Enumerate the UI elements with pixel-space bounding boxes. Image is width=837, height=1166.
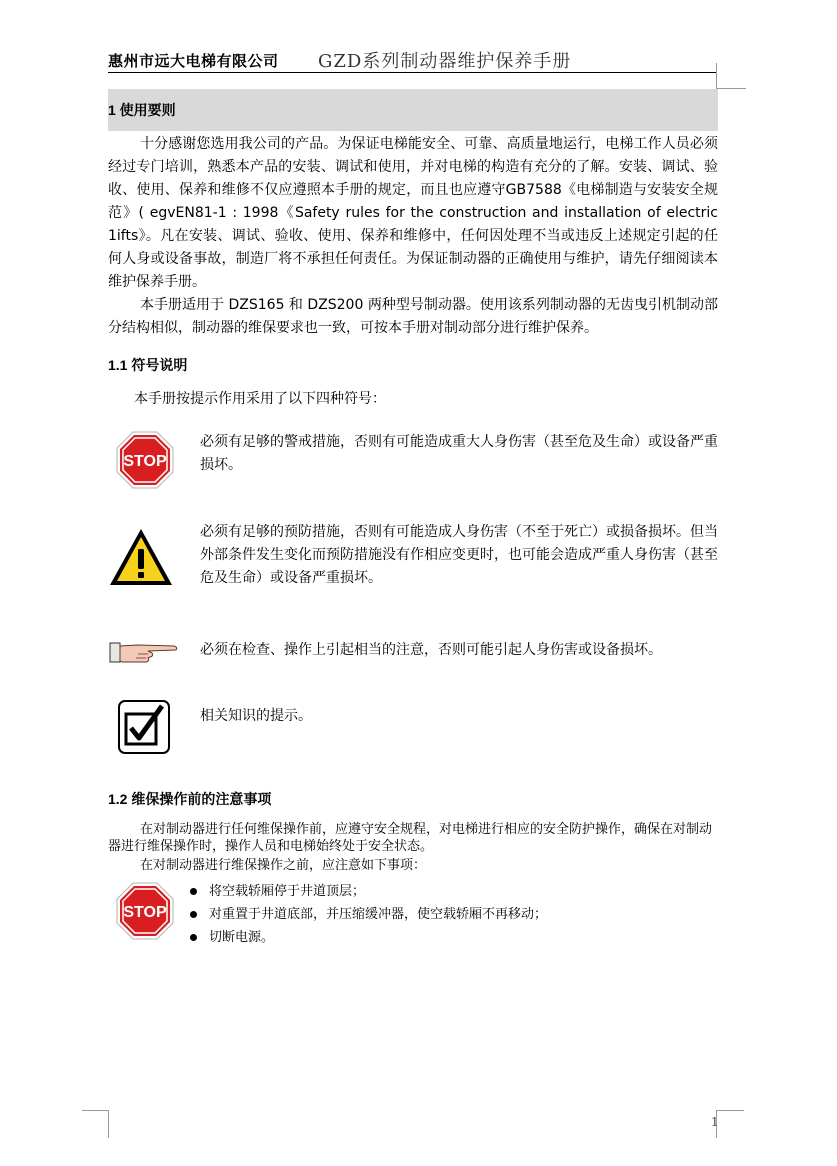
symbol-check-description: 相关知识的提示。 (200, 708, 312, 724)
list-item: 对重置于井道底部，并压缩缓冲器，使空载轿厢不再移动； (190, 903, 547, 926)
bullet-icon (190, 911, 197, 918)
crop-mark (716, 1110, 744, 1111)
crop-mark (82, 1110, 108, 1111)
bullet-icon (190, 934, 197, 941)
crop-mark (716, 63, 717, 89)
crop-mark (716, 88, 746, 89)
symbol-stop-description: 必须有足够的警戒措施，否则有可能造成重大人身伤害（甚至危及生命）或设备严重损坏。 (200, 434, 718, 473)
scope-paragraph: 本手册适用于 DZS165 和 DZS200 两种型号制动器。使用该系列制动器的无齿曳引机制动部分结构相似，制动器的维保要求也一致，可按本手册对制动部分进行维护保养。 (108, 297, 718, 336)
page-number: 1 (711, 1115, 719, 1129)
warning-triangle-icon (108, 527, 174, 591)
stop-sign-icon (116, 431, 174, 493)
list-item: 切断电源。 (190, 926, 547, 949)
intro-paragraph: 十分感谢您选用我公司的产品。为保证电梯能安全、可靠、高质量地运行，电梯工作人员必须经过专门培训，熟悉本产品的安装、调试和使用，并对电梯的构造有充分的了解。安装、调试、验收、使用、保养和维修不仅应遵照本手册的规定，而且也应遵守GB7588《电梯制造与安装安全规范》( egvEN81-1 : 1998《Safety rules for the construction and installation of electric 1ifts》。凡在安装、调试、验收、使用、保养和维修中，任何因处理不当或违反上述规定引起的任何人身或设备事故，制造厂将不承担任何责任。为保证制动器的正确使用与维护，请先仔细阅读本维护保养手册。 (108, 136, 718, 290)
symbols-intro: 本手册按提示作用采用了以下四种符号： (134, 391, 386, 407)
stop-sign-label: STOP (123, 453, 167, 470)
subsection-heading-precautions: 1.2 维保操作前的注意事项 (108, 791, 272, 807)
stop-sign-icon (116, 882, 174, 944)
section-heading-bar (108, 89, 718, 131)
symbol-warning-description: 必须有足够的预防措施，否则有可能造成人身伤害（不至于死亡）或损备损坏。但当外部条件发生变化而预防措施没有作相应变更时，也可能会造成严重人身伤害（甚至危及生命）或设备严重损坏。 (200, 524, 718, 586)
header-company: 惠州市远大电梯有限公司 (108, 52, 279, 70)
pointing-hand-icon (108, 640, 180, 670)
subsection-heading-symbols: 1.1 符号说明 (108, 357, 188, 373)
precautions-list (190, 880, 547, 949)
list-item: 将空载轿厢停于井道顶层； (190, 880, 547, 903)
precautions-paragraph: 在对制动器进行任何维保操作前，应遵守安全规程，对电梯进行相应的安全防护操作，确保在对制动器进行维保操作时，操作人员和电梯始终处于安全状态。 (108, 822, 713, 854)
checkbox-checked-icon (118, 700, 170, 758)
header-title: GZD系列制动器维护保养手册 (318, 51, 572, 72)
bullet-icon (190, 888, 197, 895)
section-heading: 1 使用要则 (108, 102, 176, 118)
header-rule (108, 72, 716, 73)
stop-sign-label: STOP (123, 904, 167, 921)
crop-mark (108, 1110, 109, 1138)
symbol-hand-description: 必须在检查、操作上引起相当的注意，否则可能引起人身伤害或设备损坏。 (200, 642, 662, 658)
precautions-intro: 在对制动器进行维保操作之前，应注意如下事项： (140, 858, 427, 873)
